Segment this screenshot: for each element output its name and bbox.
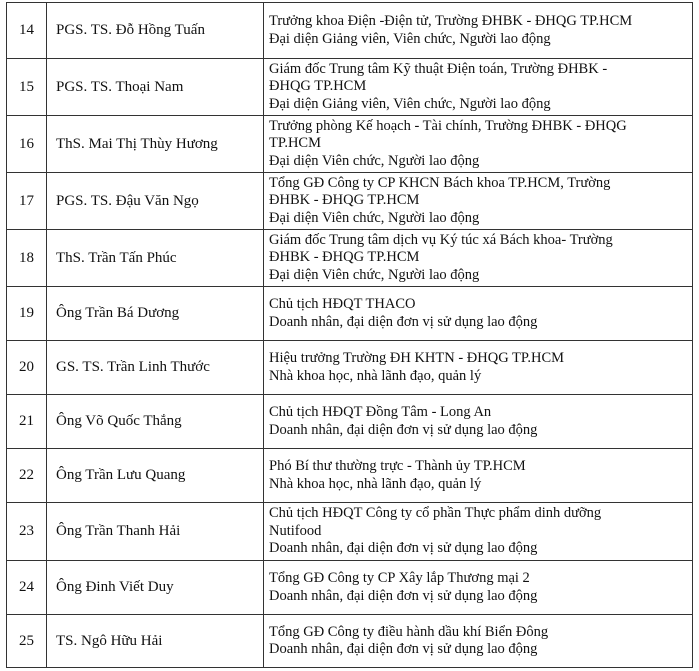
member-name: TS. Ngô Hữu Hải — [47, 615, 264, 668]
info-line: Doanh nhân, đại diện đơn vị sử dụng lao động — [269, 587, 538, 604]
member-name: Ông Trần Bá Dương — [47, 287, 264, 341]
member-info — [264, 116, 693, 173]
row-number: 25 — [7, 615, 47, 668]
member-name: ThS. Mai Thị Thùy Hương — [47, 116, 264, 173]
member-info — [264, 173, 693, 230]
table-row — [7, 615, 693, 668]
row-number: 22 — [7, 449, 47, 503]
info-line: Phó Bí thư thường trực - Thành ủy TP.HCM — [269, 458, 526, 474]
info-line: TP.HCM — [269, 135, 321, 152]
member-name: ThS. Trần Tấn Phúc — [47, 230, 264, 287]
info-line: Trưởng khoa Điện -Điện tử, Trường ĐHBK - ĐHQG TP.HCM — [269, 13, 633, 29]
info-line: Chủ tịch HĐQT Công ty cổ phần Thực phẩm dinh dưỡng — [269, 505, 602, 522]
info-line: Doanh nhân, đại diện đơn vị sử dụng lao động — [269, 641, 538, 657]
info-line: Đại diện Giảng viên, Viên chức, Người lao động — [269, 30, 551, 47]
row-number: 20 — [7, 341, 47, 395]
member-info — [264, 230, 693, 287]
row-number: 18 — [7, 230, 47, 287]
info-line: Chủ tịch HĐQT Đồng Tâm - Long An — [269, 404, 492, 420]
table-row — [7, 561, 693, 615]
info-line: ĐHBK - ĐHQG TP.HCM — [269, 249, 420, 266]
info-line: ĐHQG TP.HCM — [269, 78, 367, 95]
member-info — [264, 341, 693, 395]
row-number: 15 — [7, 59, 47, 116]
table-row — [7, 59, 693, 116]
info-line: ĐHBK - ĐHQG TP.HCM — [269, 192, 420, 209]
info-line: Tổng GĐ Công ty CP KHCN Bách khoa TP.HCM, Trường — [269, 174, 611, 191]
member-info — [264, 59, 693, 116]
table-row — [7, 173, 693, 230]
info-line: Đại diện Giảng viên, Viên chức, Người lao động — [269, 95, 551, 112]
info-line: Nhà khoa học, nhà lãnh đạo, quản lý — [269, 475, 482, 492]
member-name: GS. TS. Trần Linh Thước — [47, 341, 264, 395]
row-number: 24 — [7, 561, 47, 615]
info-line: Đại diện Viên chức, Người lao động — [269, 209, 480, 226]
info-line: Chủ tịch HĐQT THACO — [269, 296, 416, 312]
row-number: 23 — [7, 503, 47, 561]
row-number: 21 — [7, 395, 47, 449]
info-line: Tổng GĐ Công ty điều hành dầu khí Biển Đông — [269, 623, 549, 640]
member-table — [6, 2, 693, 668]
info-line: Đại diện Viên chức, Người lao động — [269, 266, 480, 283]
member-info — [264, 3, 693, 59]
member-info — [264, 287, 693, 341]
row-number: 14 — [7, 3, 47, 59]
info-line: Giám đốc Trung tâm dịch vụ Ký túc xá Bách khoa- Trường — [269, 231, 613, 248]
info-line: Nutifood — [269, 522, 322, 539]
table-row — [7, 116, 693, 173]
row-number: 17 — [7, 173, 47, 230]
table-row — [7, 3, 693, 59]
member-name: PGS. TS. Đỗ Hồng Tuấn — [47, 3, 264, 59]
table-row — [7, 449, 693, 503]
info-line: Doanh nhân, đại diện đơn vị sử dụng lao động — [269, 313, 538, 330]
row-number: 16 — [7, 116, 47, 173]
member-info — [264, 561, 693, 615]
member-info — [264, 395, 693, 449]
info-line: Hiệu trưởng Trường ĐH KHTN - ĐHQG TP.HCM — [269, 350, 565, 366]
info-line: Giám đốc Trung tâm Kỹ thuật Điện toán, Trường ĐHBK - — [269, 60, 608, 77]
member-name: Ông Trần Lưu Quang — [47, 449, 264, 503]
info-line: Doanh nhân, đại diện đơn vị sử dụng lao động — [269, 540, 538, 557]
table-row — [7, 287, 693, 341]
member-name: Ông Trần Thanh Hải — [47, 503, 264, 561]
info-line: Đại diện Viên chức, Người lao động — [269, 152, 480, 169]
member-name: Ông Đinh Viết Duy — [47, 561, 264, 615]
info-line: Nhà khoa học, nhà lãnh đạo, quản lý — [269, 367, 482, 384]
table-row — [7, 230, 693, 287]
member-info — [264, 615, 693, 668]
info-line: Trưởng phòng Kế hoạch - Tài chính, Trường ĐHBK - ĐHQG — [269, 117, 627, 134]
member-info — [264, 449, 693, 503]
info-line: Tổng GĐ Công ty CP Xây lắp Thương mại 2 — [269, 570, 530, 586]
member-name: PGS. TS. Đậu Văn Ngọ — [47, 173, 264, 230]
table-row — [7, 395, 693, 449]
info-line: Doanh nhân, đại diện đơn vị sử dụng lao động — [269, 421, 538, 438]
row-number: 19 — [7, 287, 47, 341]
member-name: Ông Võ Quốc Thắng — [47, 395, 264, 449]
table-row — [7, 503, 693, 561]
member-info — [264, 503, 693, 561]
table-row — [7, 341, 693, 395]
member-name: PGS. TS. Thoại Nam — [47, 59, 264, 116]
